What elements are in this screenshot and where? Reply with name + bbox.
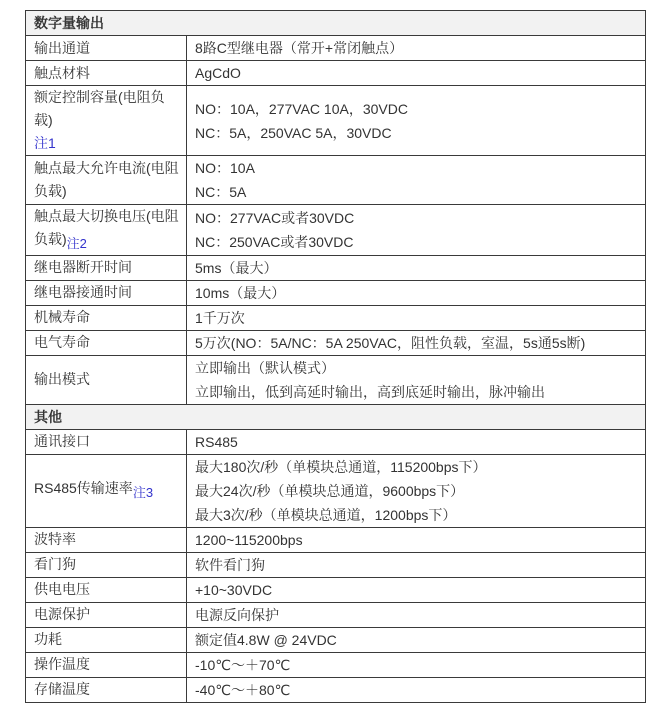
- row-label-text: RS485传输速率: [34, 480, 133, 497]
- row-value-line: 立即输出（默认模式）: [195, 359, 335, 376]
- row-value-line: 最大24次/秒（单模块总通道，9600bps下）: [195, 482, 465, 499]
- table-row: [26, 305, 646, 330]
- row-value-line: -10℃～＋70℃: [195, 656, 291, 673]
- table-row: [26, 61, 646, 86]
- row-value-line: 最大3次/秒（单模块总通道，1200bps下）: [195, 506, 457, 523]
- row-value: [187, 86, 646, 156]
- row-value: [187, 429, 646, 454]
- row-label: [26, 61, 187, 86]
- row-value: [187, 205, 646, 256]
- row-label-text: 存储温度: [34, 681, 90, 698]
- table-row: [26, 205, 646, 256]
- row-label-text: 电源保护: [34, 606, 90, 623]
- row-value: [187, 36, 646, 61]
- table-row: [26, 454, 646, 527]
- row-label-text: 输出通道: [34, 39, 90, 56]
- row-label-text: 波特率: [34, 531, 76, 548]
- row-label: [26, 86, 187, 156]
- row-label: [26, 454, 187, 527]
- table-row: [26, 652, 646, 677]
- row-value: [187, 255, 646, 280]
- table-row: [26, 36, 646, 61]
- table-row: [26, 330, 646, 355]
- row-value: [187, 577, 646, 602]
- row-value-line: -40℃～＋80℃: [195, 681, 291, 698]
- row-value-line: AgCdO: [195, 65, 241, 81]
- table-row: [26, 627, 646, 652]
- row-label: [26, 330, 187, 355]
- row-value: [187, 61, 646, 86]
- row-label-text: 通讯接口: [34, 433, 90, 450]
- row-value: [187, 280, 646, 305]
- table-row: [26, 602, 646, 627]
- row-value-line: NO：277VAC或者30VDC: [195, 209, 355, 226]
- table-row: [26, 280, 646, 305]
- row-value-line: 立即输出，低到高延时输出，高到底延时输出，脉冲输出: [195, 383, 545, 400]
- note-link[interactable]: 注2: [66, 235, 87, 251]
- row-label: [26, 205, 187, 256]
- row-value: [187, 602, 646, 627]
- table-row: [26, 255, 646, 280]
- row-label-text: 继电器断开时间: [34, 259, 132, 276]
- row-value: [187, 305, 646, 330]
- row-value-line: RS485: [195, 433, 238, 450]
- table-row: [26, 429, 646, 454]
- row-value-line: 最大180次/秒（单模块总通道，115200bps下）: [195, 458, 487, 475]
- spec-table: [25, 10, 646, 703]
- table-row: [26, 355, 646, 404]
- row-label: [26, 255, 187, 280]
- row-label: [26, 652, 187, 677]
- row-value-line: 5万次(NO：5A/NC：5A 250VAC，阻性负载，室温，5s通5s断): [195, 334, 586, 351]
- row-value-line: NC：5A: [195, 184, 247, 200]
- row-value-line: 额定值4.8W @ 24VDC: [195, 631, 337, 648]
- row-value: [187, 330, 646, 355]
- row-value-line: +10~30VDC: [195, 581, 273, 598]
- table-row: [26, 577, 646, 602]
- row-label-text: 触点最大切换电压(电阻负载): [34, 208, 179, 247]
- row-value-line: 10ms（最大）: [195, 284, 286, 301]
- row-label: [26, 602, 187, 627]
- row-label-text: 额定控制容量(电阻负载): [34, 89, 165, 128]
- row-label-text: 输出模式: [34, 371, 90, 388]
- row-label-text: 触点最大允许电流(电阻负载): [34, 160, 179, 199]
- row-value: [187, 552, 646, 577]
- row-label: [26, 156, 187, 205]
- row-value-line: NC：250VAC或者30VDC: [195, 233, 354, 250]
- row-value: [187, 156, 646, 205]
- row-label: [26, 577, 187, 602]
- row-label: [26, 677, 187, 702]
- row-label-text: 电气寿命: [34, 334, 90, 351]
- row-value-line: NO：10A: [195, 160, 255, 176]
- row-label-text: 看门狗: [34, 556, 76, 573]
- row-label: [26, 305, 187, 330]
- section-header-row: [26, 404, 646, 429]
- row-value-line: 电源反向保护: [195, 606, 279, 623]
- row-label-text: 操作温度: [34, 656, 90, 673]
- row-value: [187, 355, 646, 404]
- row-label-text: 供电电压: [34, 581, 90, 598]
- row-label-text: 触点材料: [34, 64, 90, 81]
- row-value-line: 5ms（最大）: [195, 259, 278, 276]
- spec-table-body: [26, 11, 646, 703]
- table-row: [26, 552, 646, 577]
- row-value: [187, 652, 646, 677]
- section-header-label: 数字量输出: [26, 11, 646, 36]
- note-link[interactable]: 注1: [34, 135, 56, 151]
- table-row: [26, 156, 646, 205]
- row-label-text: 继电器接通时间: [34, 284, 132, 301]
- section-header-row: [26, 11, 646, 36]
- table-row: [26, 86, 646, 156]
- row-label-text: 机械寿命: [34, 309, 90, 326]
- note-link[interactable]: 注3: [132, 485, 154, 501]
- row-value-line: 软件看门狗: [195, 556, 265, 573]
- row-label: [26, 527, 187, 552]
- row-value: [187, 677, 646, 702]
- row-value-line: 8路C型继电器（常开+常闭触点）: [195, 40, 404, 56]
- row-label: [26, 429, 187, 454]
- row-label: [26, 355, 187, 404]
- row-label: [26, 552, 187, 577]
- row-label: [26, 280, 187, 305]
- row-label: [26, 627, 187, 652]
- table-row: [26, 677, 646, 702]
- row-value-line: NO：10A，277VAC 10A，30VDC: [195, 100, 408, 117]
- row-value: [187, 527, 646, 552]
- row-value: [187, 627, 646, 652]
- table-row: [26, 527, 646, 552]
- row-value: [187, 454, 646, 527]
- row-label: [26, 36, 187, 61]
- section-header-label: 其他: [26, 404, 646, 429]
- row-label-text: 功耗: [34, 631, 62, 648]
- row-value-line: 1200~115200bps: [195, 531, 303, 548]
- row-value-line: NC：5A，250VAC 5A，30VDC: [195, 124, 392, 141]
- row-value-line: 1千万次: [195, 309, 245, 326]
